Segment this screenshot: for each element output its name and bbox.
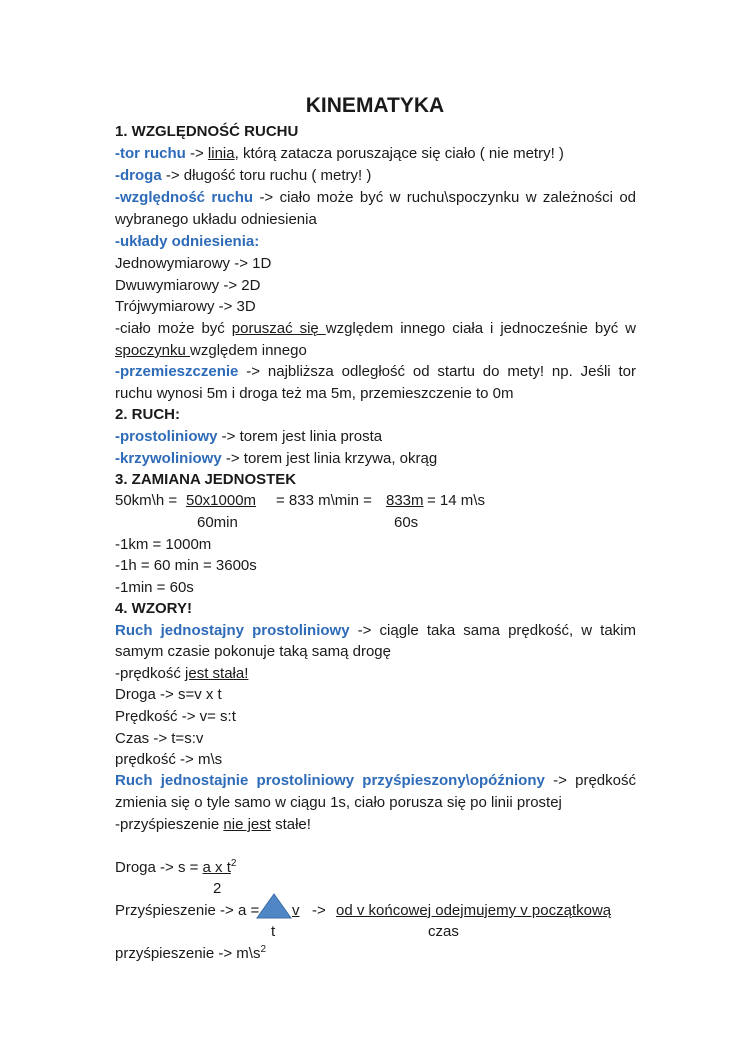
line-2d: Dwuwymiarowy -> 2D [115, 277, 261, 294]
line-wzglednosc-cont: wybranego układu odniesienia [115, 211, 317, 228]
section-3-heading: 3. ZAMIANA JEDNOSTEK [115, 471, 297, 488]
arrow-text: -> [312, 902, 326, 919]
underlined-text: a x t [202, 859, 231, 876]
acceleration-formula-label: Przyśpieszenie -> a = [115, 902, 260, 919]
page-title: KINEMATYKA [305, 94, 445, 117]
keyword-tor-ruchu: -tor ruchu [115, 145, 186, 162]
acceleration-v: v [292, 902, 300, 919]
text: -> najbliższa odległość od startu do mety! np. Jeśli tor [238, 363, 636, 380]
line-droga-przyspieszony [115, 858, 236, 878]
line-droga [115, 166, 371, 186]
keyword-droga: -droga [115, 167, 162, 184]
text: -> [185, 145, 208, 162]
section-4-heading: 4. WZORY! [115, 600, 192, 617]
section-1-heading: 1. WZGLĘDNOŚĆ RUCHU [115, 123, 299, 140]
line-przyspieszenie-unit [115, 944, 266, 964]
underlined-text: nie jest [223, 816, 271, 833]
line-3d: Trójwymiarowy -> 3D [115, 298, 256, 315]
keyword-przemieszczenie: -przemieszczenie [115, 363, 239, 380]
line-wzglednosc [115, 188, 636, 208]
text: -ciało może być [115, 320, 232, 337]
line-prostoliniowy [115, 427, 382, 447]
conversion-part-3: = 14 m\s [427, 492, 485, 509]
conversion-denominator-1: 60min [197, 514, 238, 531]
text: przyśpieszenie -> m\s [115, 945, 261, 962]
line-km: -1km = 1000m [115, 536, 212, 553]
conversion-denominator-2: 60s [394, 514, 419, 531]
keyword-krzywoliniowy: -krzywoliniowy [115, 450, 222, 467]
text: -> długość toru ruchu ( metry! ) [161, 167, 372, 184]
text: -> ciągle taka sama prędkość, w takim [349, 622, 637, 639]
droga-denominator: 2 [213, 880, 222, 897]
line-droga-formula: Droga -> s=v x t [115, 686, 222, 703]
acceleration-t: t [271, 923, 276, 940]
conversion-part-2: = 833 m\min = [276, 492, 372, 509]
underlined-text: spoczynku [115, 342, 191, 359]
keyword-ruch-jednostajny: Ruch jednostajny prostoliniowy [115, 622, 350, 639]
line-predkosc-unit: prędkość -> m\s [115, 751, 223, 768]
underlined-text: poruszać się [231, 320, 326, 337]
conversion-numerator-1: 50x1000m [186, 492, 257, 509]
text: -> torem jest linia krzywa, okrąg [221, 450, 438, 467]
keyword-prostoliniowy: -prostoliniowy [115, 428, 218, 445]
line-tor-ruchu [115, 144, 564, 164]
acceleration-description: od v końcowej odejmujemy v początkową [336, 902, 612, 919]
conversion-numerator-2: 833m [386, 492, 424, 509]
line-cialo [115, 319, 636, 339]
text: -> prędkość [544, 772, 636, 789]
text: Droga -> s = [115, 859, 203, 876]
keyword-ruch-przyspieszony: Ruch jednostajnie prostoliniowy przyśpieszony\opóźniony [115, 772, 545, 789]
keyword-wzglednosc-ruchu: -względność ruchu [115, 189, 254, 206]
text: -przyśpieszenie [115, 816, 224, 833]
line-czas-formula: Czas -> t=s:v [115, 730, 204, 747]
keyword-uklady-odniesienia: -układy odniesienia: [115, 233, 260, 250]
text: -> ciało może być w ruchu\spoczynku w zależności od [253, 189, 637, 206]
line-1d: Jednowymiarowy -> 1D [115, 255, 272, 272]
line-rjpp-cont: zmienia się o tyle samo w ciągu 1s, ciało porusza się po linii prostej [115, 794, 562, 811]
line-cialo-cont [115, 341, 307, 361]
line-przyspieszenie-niestale [115, 815, 311, 835]
text: -prędkość [115, 665, 186, 682]
superscript: 2 [260, 944, 267, 955]
underlined-text: jest stała! [185, 665, 249, 682]
text: względem innego [190, 342, 307, 359]
line-rjp [115, 621, 636, 641]
text: , którą zatacza poruszające się ciało ( nie metry! ) [234, 145, 564, 162]
line-min: -1min = 60s [115, 579, 194, 596]
line-predkosc-stala [115, 664, 248, 684]
text: stałe! [270, 816, 311, 833]
line-h: -1h = 60 min = 3600s [115, 557, 257, 574]
underlined-text: linia [207, 145, 235, 162]
delta-triangle-icon [256, 893, 292, 919]
text: względem innego ciała i jednocześnie być w [325, 320, 637, 337]
conversion-part-1: 50km\h = [115, 492, 178, 509]
line-krzywoliniowy [115, 449, 437, 469]
line-przemieszczenie-cont: ruchu wynosi 5m i droga też ma 5m, przemieszczenie to 0m [115, 385, 514, 402]
section-2-heading: 2. RUCH: [115, 406, 181, 423]
line-przemieszczenie [115, 362, 636, 382]
line-uklady [115, 232, 259, 252]
line-rjpp [115, 771, 636, 791]
acceleration-czas: czas [428, 923, 459, 940]
line-rjp-cont: samym czasie pokonuje taką samą drogę [115, 643, 391, 660]
line-predkosc-formula: Prędkość -> v= s:t [115, 708, 236, 725]
superscript: 2 [230, 858, 237, 869]
text: -> torem jest linia prosta [217, 428, 383, 445]
